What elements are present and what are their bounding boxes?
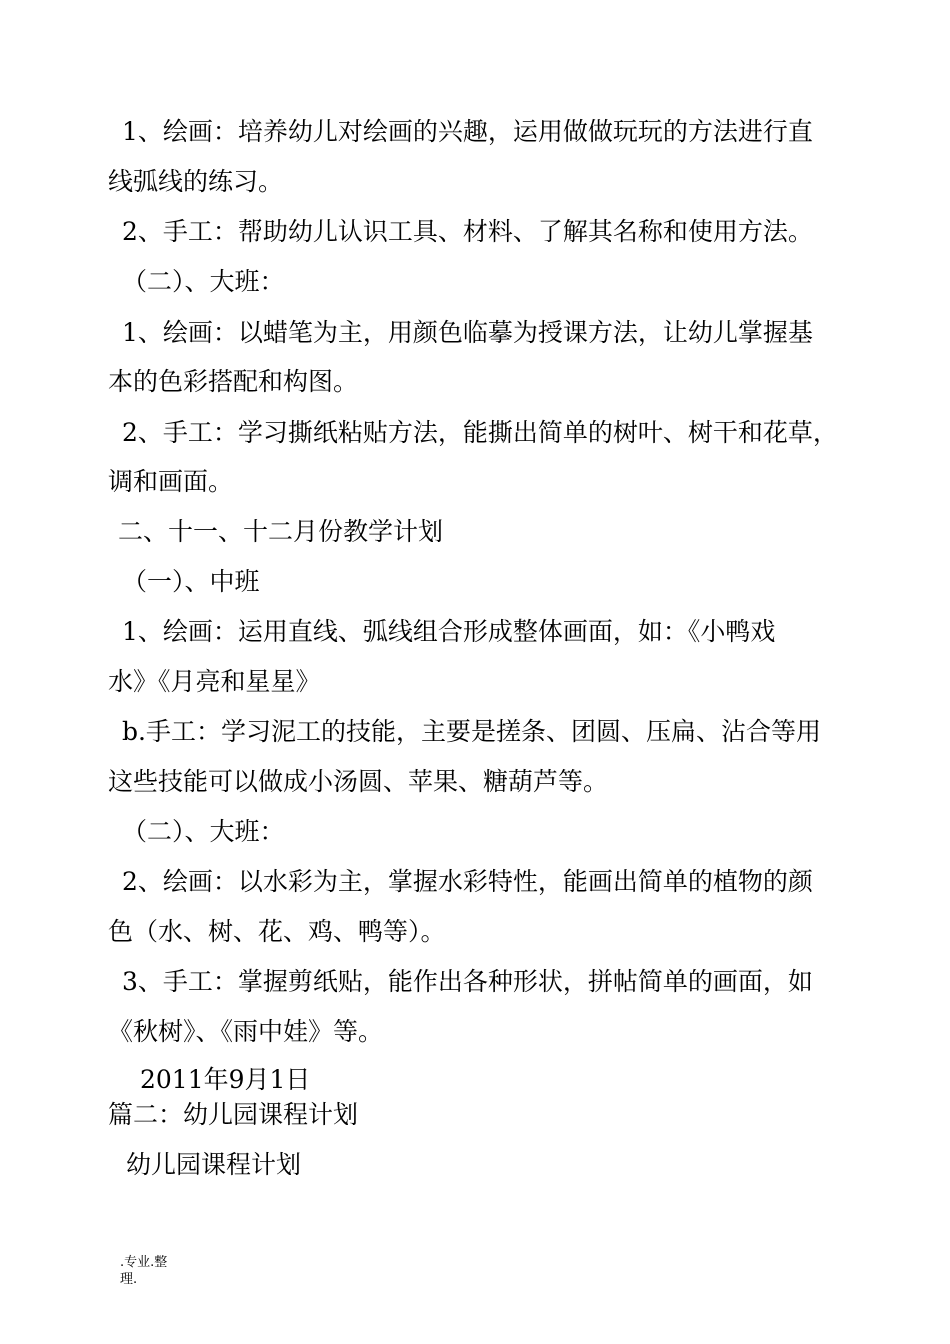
text-line: 这些技能可以做成小汤圆、苹果、糖葫芦等。: [108, 767, 609, 796]
text-line: 2、手工：学习撕纸粘贴方法，能撕出简单的树叶、树干和花草，: [122, 418, 838, 447]
text-line: 调和画面。: [108, 467, 234, 496]
section-heading: 二、十一、十二月份教学计划: [118, 517, 444, 546]
text-line: （二）、大班：: [122, 267, 285, 296]
text-line: 1、绘画：运用直线、弧线组合形成整体画面，如：《小鸭戏: [122, 617, 776, 646]
text-line: （一）、中班: [122, 567, 260, 596]
article-title: 幼儿园课程计划: [126, 1150, 302, 1179]
text-line: 色（水、树、花、鸡、鸭等）。: [108, 917, 446, 946]
text-line: 本的色彩搭配和构图。: [108, 367, 359, 396]
text-line: （二）、大班：: [122, 817, 285, 846]
article-heading: 篇二：幼儿园课程计划: [108, 1100, 359, 1129]
text-line: 1、绘画：培养幼儿对绘画的兴趣，运用做做玩玩的方法进行直: [122, 117, 813, 146]
text-line: 水》《月亮和星星》: [108, 667, 321, 696]
text-line: 线弧线的练习。: [108, 167, 284, 196]
text-line: b.手工：学习泥工的技能，主要是搓条、团圆、压扁、沾合等用: [122, 717, 821, 746]
text-line: 3、手工：掌握剪纸贴，能作出各种形状，拼帖简单的画面，如: [122, 967, 813, 996]
footer-line: 理.: [120, 1272, 138, 1287]
text-line: 《秋树》、《雨中娃》等。: [108, 1017, 384, 1046]
text-line: 2、手工：帮助幼儿认识工具、材料、了解其名称和使用方法。: [122, 217, 813, 246]
footer-note: [120, 1254, 167, 1288]
text-line: 2、绘画：以水彩为主，掌握水彩特性，能画出简单的植物的颜: [122, 867, 813, 896]
date-line: 2011年9月1日: [140, 1065, 311, 1094]
footer-line: .专业.整: [120, 1255, 168, 1270]
text-line: 1、绘画：以蜡笔为主，用颜色临摹为授课方法，让幼儿掌握基: [122, 318, 813, 347]
